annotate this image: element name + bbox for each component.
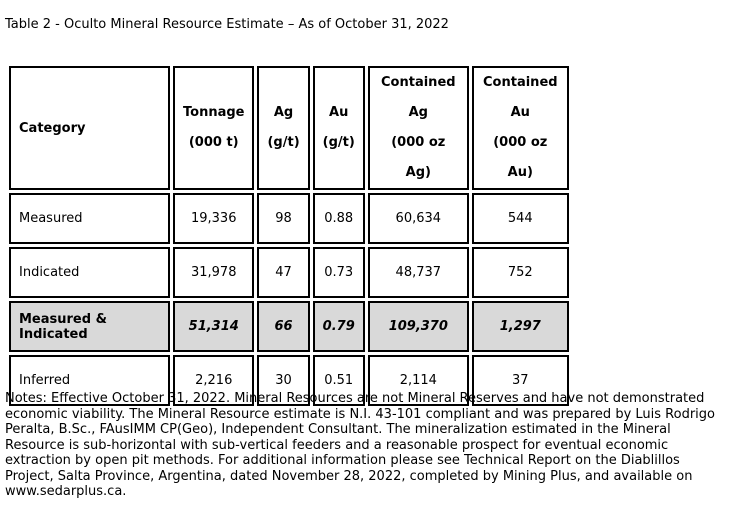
table-notes: Notes: Effective October 31, 2022. Mineral Resources are not Mineral Reserves and have not demonstrated economic viability. The Mineral Resource estimate is N.I. 43-101 compliant and was prepared by Luis Rodrigo Peralta, B.Sc., FAusIMM CP(Geo), Independent Consultant. The mineralization estimated in the Mineral Resource is sub-horizontal with sub-vertical feeders and a reasonable prospect for eventual economic extraction by open pit methods. For additional information please see Technical Report on the Diablillos Project, Salta Province, Argentina, dated November 28, 2022, completed by Mining Plus, and available on www.sedarplus.ca. — [5, 391, 715, 499]
cell-ag-grade: 30 — [257, 355, 309, 406]
cell-contained-au: 37 — [472, 355, 569, 406]
cell-tonnage: 2,216 — [173, 355, 254, 406]
table-row-indicated — [9, 247, 569, 298]
cell-contained-ag: 2,114 — [368, 355, 469, 406]
cell-tonnage: 31,978 — [173, 247, 254, 298]
table-caption: Table 2 - Oculto Mineral Resource Estimate – As of October 31, 2022 — [5, 17, 449, 32]
cell-category: Measured & Indicated — [9, 301, 170, 352]
header-contained-ag-title: Contained Ag — [381, 75, 456, 120]
header-ag-unit: (g/t) — [267, 135, 300, 150]
cell-au-grade: 0.73 — [313, 247, 365, 298]
cell-contained-au: 1,297 — [472, 301, 569, 352]
cell-contained-ag: 109,370 — [368, 301, 469, 352]
header-tonnage — [173, 66, 254, 190]
cell-contained-au: 752 — [472, 247, 569, 298]
header-contained-ag — [368, 66, 469, 190]
header-contained-au — [472, 66, 569, 190]
cell-tonnage: 19,336 — [173, 193, 254, 244]
cell-contained-ag: 60,634 — [368, 193, 469, 244]
header-ag-title: Ag — [273, 105, 294, 120]
cell-ag-grade: 47 — [257, 247, 309, 298]
resource-table — [6, 63, 572, 409]
header-contained-au-unit: (000 oz Au) — [493, 135, 548, 180]
header-tonnage-title: Tonnage — [183, 105, 245, 120]
cell-category: Indicated — [9, 247, 170, 298]
header-au-grade — [313, 66, 365, 190]
header-tonnage-unit: (000 t) — [188, 135, 239, 150]
table-row-measured — [9, 193, 569, 244]
header-category: Category — [9, 66, 170, 190]
header-contained-au-title: Contained Au — [483, 75, 558, 120]
cell-ag-grade: 98 — [257, 193, 309, 244]
table-header-row — [9, 66, 569, 190]
table-row-measured-indicated — [9, 301, 569, 352]
cell-au-grade: 0.79 — [313, 301, 365, 352]
header-contained-ag-unit: (000 oz Ag) — [391, 135, 446, 180]
cell-category: Measured — [9, 193, 170, 244]
cell-au-grade: 0.51 — [313, 355, 365, 406]
cell-contained-au: 544 — [472, 193, 569, 244]
cell-category: Inferred — [9, 355, 170, 406]
cell-tonnage: 51,314 — [173, 301, 254, 352]
header-au-title: Au — [329, 105, 349, 120]
header-ag-grade — [257, 66, 309, 190]
cell-au-grade: 0.88 — [313, 193, 365, 244]
cell-contained-ag: 48,737 — [368, 247, 469, 298]
header-au-unit: (g/t) — [322, 135, 355, 150]
cell-ag-grade: 66 — [257, 301, 309, 352]
